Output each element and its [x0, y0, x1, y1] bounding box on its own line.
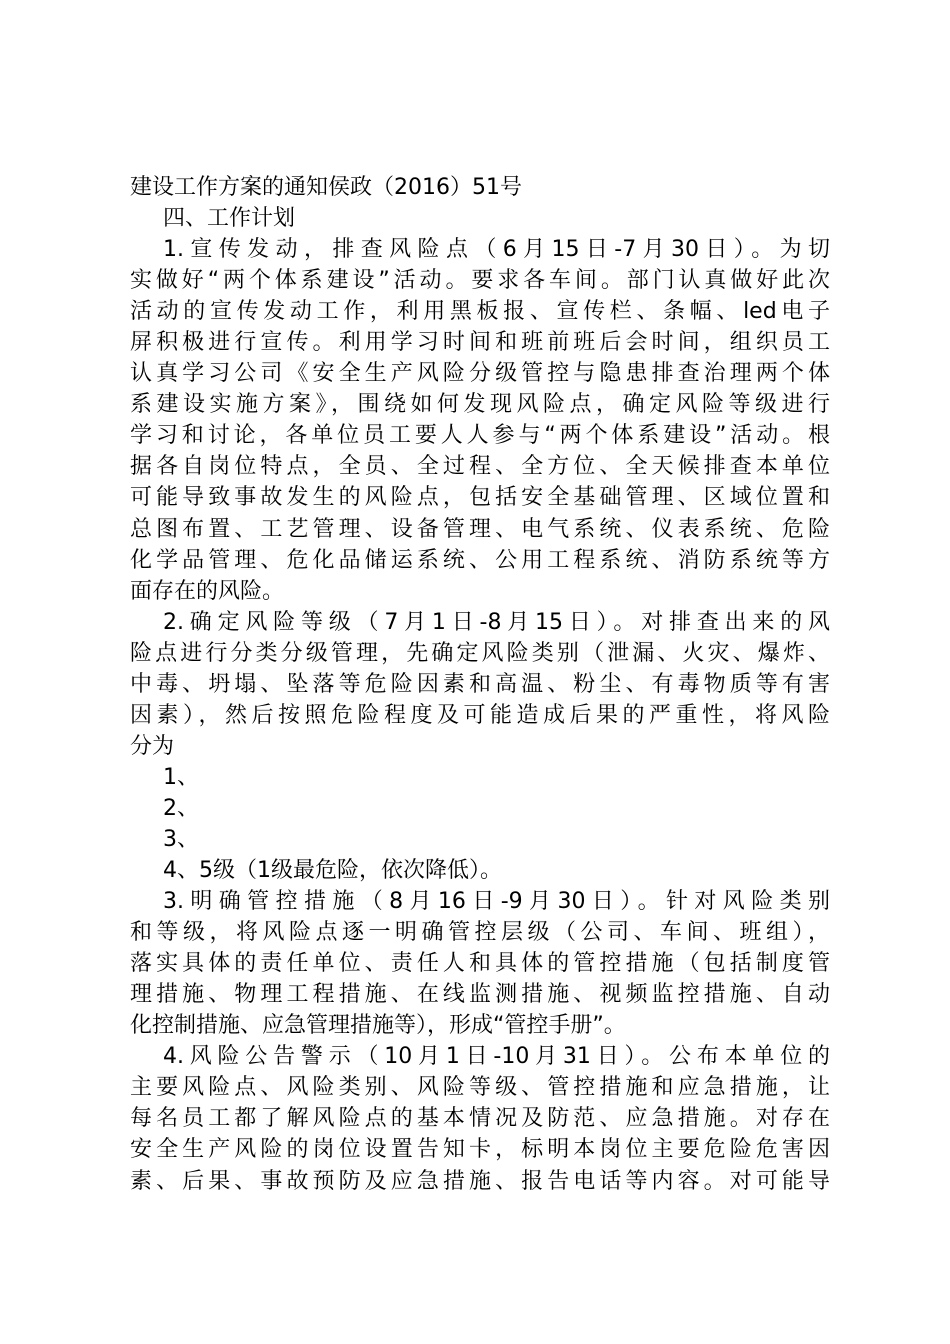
text-line: 据各自岗位特点，全员、全过程、全方位、全天候排查本单位 [130, 454, 830, 480]
text-line: 化控制措施、应急管理措施等），形成“管控手册”。 [130, 1013, 626, 1039]
text-line: 主要风险点、风险类别、风险等级、管控措施和应急措施，让 [130, 1075, 830, 1101]
text-line: 实做好“两个体系建设”活动。要求各车间。部门认真做好此次 [130, 268, 831, 294]
text-line: 中毒、坍塌、坠落等危险因素和高温、粉尘、有毒物质等有害 [130, 671, 830, 697]
text-line: 4、5级（1级最危险，依次降低）。 [163, 858, 502, 884]
text-line: 学习和讨论，各单位员工要人人参与“两个体系建设”活动。根 [130, 423, 831, 449]
text-line: 因素），然后按照危险程度及可能造成后果的严重性，将风险 [130, 702, 830, 728]
text-line: 四、工作计划 [163, 206, 296, 232]
text-line: 1、 [163, 764, 199, 790]
text-line: 3.明确管控措施（8月16日-9月30日）。针对风险类别 [163, 889, 830, 915]
text-line: 建设工作方案的通知侯政（2016）51号 [130, 175, 522, 200]
text-line: 面存在的风险。 [130, 578, 285, 604]
text-line: 每名员工都了解风险点的基本情况及防范、应急措施。对存在 [130, 1106, 830, 1132]
text-line: 总图布置、工艺管理、设备管理、电气系统、仪表系统、危险 [130, 516, 830, 542]
text-line: 系建设实施方案》，围绕如何发现风险点，确定风险等级进行 [130, 392, 830, 418]
document-body [130, 172, 830, 1197]
text-line: 3、 [163, 826, 199, 852]
text-line: 素、后果、事故预防及应急措施、报告电话等内容。对可能导 [130, 1168, 830, 1194]
text-line: 2.确定风险等级（7月1日-8月15日）。对排查出来的风 [163, 609, 830, 635]
text-line: 理措施、物理工程措施、在线监测措施、视频监控措施、自动 [130, 982, 830, 1008]
text-line: 活动的宣传发动工作，利用黑板报、宣传栏、条幅、led电子 [130, 299, 830, 325]
text-line: 1.宣传发动，排查风险点（6月15日-7月30日）。为切 [163, 237, 830, 263]
text-line: 安全生产风险的岗位设置告知卡，标明本岗位主要危险危害因 [130, 1137, 830, 1163]
text-line: 认真学习公司《安全生产风险分级管控与隐患排查治理两个体 [130, 361, 830, 387]
text-line: 4.风险公告警示（10月1日-10月31日）。公布本单位的 [163, 1044, 830, 1070]
text-line: 和等级，将风险点逐一明确管控层级（公司、车间、班组）， [130, 920, 830, 946]
text-line: 化学品管理、危化品储运系统、公用工程系统、消防系统等方 [130, 547, 830, 573]
text-line: 落实具体的责任单位、责任人和具体的管控措施（包括制度管 [130, 951, 830, 977]
text-line: 2、 [163, 795, 199, 821]
text-line: 屏积极进行宣传。利用学习时间和班前班后会时间，组织员工 [130, 330, 830, 356]
text-line: 可能导致事故发生的风险点，包括安全基础管理、区域位置和 [130, 485, 830, 511]
text-line: 险点进行分类分级管理，先确定风险类别（泄漏、火灾、爆炸、 [130, 640, 830, 666]
text-line: 分为 [130, 733, 175, 759]
